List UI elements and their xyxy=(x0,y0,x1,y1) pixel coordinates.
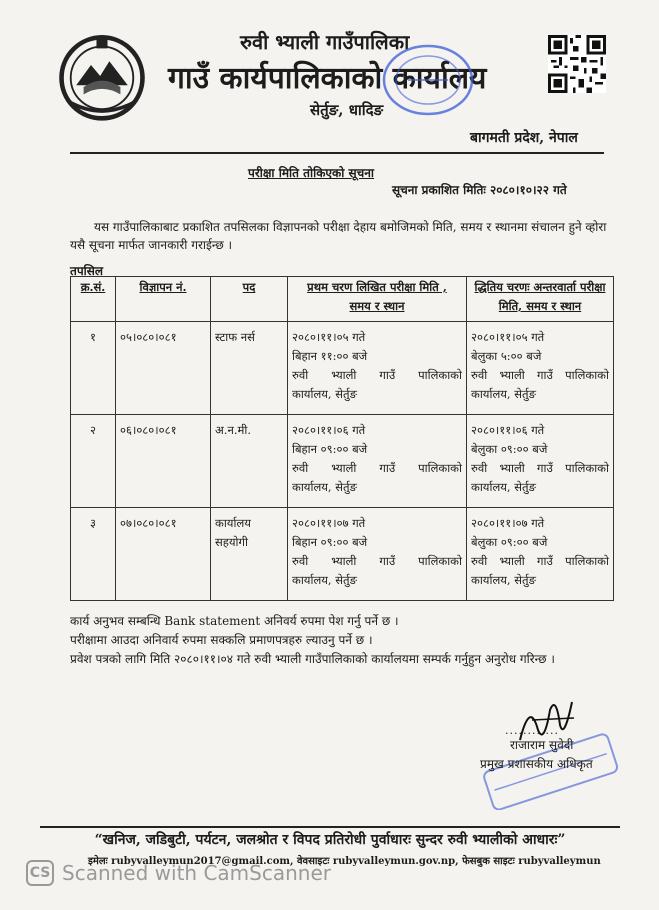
signatory-title: प्रमुख प्रशासकीय अधिकृत xyxy=(480,757,593,771)
cell-second-stage: २०८०।११।०७ गते बेलुका ०९:०० बजे रुवी भ्याली गाउँ पालिकाको कार्यालय, सेर्तुङ xyxy=(467,508,614,601)
notice-title: परीक्षा मिति तोकिएको सूचना xyxy=(248,166,375,180)
header-divider xyxy=(70,152,604,154)
office-address: सेर्तुङ, धादिङ xyxy=(310,101,384,119)
notice-body: यस गाउँपालिकाबाट प्रकाशित तपसिलका विज्ञापनको परीक्षा देहाय बमोजिमको मिति, समय र स्थानमा संचालन हुने व्होरा यसै सूचना मार्फत जानकारी गराईन्छ । xyxy=(70,220,607,252)
cell-post: कार्यालय सहयोगी xyxy=(211,508,288,601)
cell-sn: ३ xyxy=(71,508,116,601)
table-row xyxy=(71,415,614,508)
municipality-name: रुवी भ्याली गाउँपालिका xyxy=(240,30,410,54)
cell-post: अ.न.मी. xyxy=(211,415,288,508)
notes-list xyxy=(70,612,630,669)
table-row xyxy=(71,322,614,415)
header-advertisement: विज्ञापन नं. xyxy=(116,277,211,322)
header-sn: क्र.सं. xyxy=(71,277,116,322)
footer-slogan: “खनिज, जडिबुटी, पर्यटन, जलश्रोत र विपद प्रतिरोधी पुर्वाधारः सुन्दर रुवी भ्यालीको आधारः” xyxy=(94,832,566,848)
cell-advertisement: ०५।०८०।०८१ xyxy=(116,322,211,415)
signature-line: ............ xyxy=(505,724,559,737)
cell-sn: २ xyxy=(71,415,116,508)
office-stamp-icon xyxy=(378,40,478,120)
nepal-emblem-icon xyxy=(56,30,148,122)
table-header-row xyxy=(71,277,614,322)
header-second-stage: द्धितिय चरणः अन्तरवार्ता परीक्षा मिति, समय र स्थान xyxy=(467,277,614,322)
footer-contacts: इमेलः rubyvalleymun2017@gmail.com, वेवसाइटः rubyvalleymun.gov.np, फेसबुक साइटः rubyvalleymun xyxy=(88,856,601,867)
header-post: पद xyxy=(211,277,288,322)
province-name: बागमती प्रदेश, नेपाल xyxy=(470,130,578,146)
note-item: प्रवेश पत्रको लागि मिति २०८०।११।०४ गते रुवी भ्याली गाउँपालिकाको कार्यालयमा सम्पर्क गर्नुहुन अनुरोध गरिन्छ । xyxy=(70,652,555,666)
note-item: परीक्षामा आउदा अनिवार्य रुपमा सक्कलि प्रमाणपत्रहरु ल्याउनु पर्ने छ । xyxy=(70,633,373,647)
watermark-text: Scanned with CamScanner xyxy=(62,861,331,885)
cell-first-stage: २०८०।११।०५ गते बिहान ११:०० बजे रुवी भ्याली गाउँ पालिकाको कार्यालय, सेर्तुङ xyxy=(288,322,467,415)
camscanner-watermark xyxy=(26,858,331,888)
cell-sn: १ xyxy=(71,322,116,415)
signatory-name: राजाराम सुवेदी xyxy=(510,738,574,752)
cell-second-stage: २०८०।११।०५ गते बेलुका ५:०० बजे रुवी भ्याली गाउँ पालिकाको कार्यालय, सेर्तुङ xyxy=(467,322,614,415)
camscanner-logo-icon: CS xyxy=(26,860,54,886)
table-row xyxy=(71,508,614,601)
cell-post: स्टाफ नर्स xyxy=(211,322,288,415)
cell-first-stage: २०८०।११।०७ गते बिहान ०९:०० बजे रुवी भ्याली गाउँ पालिकाको कार्यालय, सेर्तुङ xyxy=(288,508,467,601)
cell-advertisement: ०७।०८०।०८१ xyxy=(116,508,211,601)
cell-first-stage: २०८०।११।०६ गते बिहान ०९:०० बजे रुवी भ्याली गाउँ पालिकाको कार्यालय, सेर्तुङ xyxy=(288,415,467,508)
schedule-label: तपसिल xyxy=(70,264,104,278)
exam-schedule-table xyxy=(70,276,614,601)
qr-code-icon[interactable] xyxy=(548,35,606,93)
cell-second-stage: २०८०।११।०६ गते बेलुका ०९:०० बजे रुवी भ्याली गाउँ पालिकाको कार्यालय, सेर्तुङ xyxy=(467,415,614,508)
office-name: गाउँ कार्यपालिकाको कार्यालय xyxy=(168,61,487,96)
cell-advertisement: ०६।०८०।०८१ xyxy=(116,415,211,508)
footer-divider xyxy=(40,826,620,828)
note-item: कार्य अनुभव सम्बन्धि Bank statement अनिवर्य रुपमा पेश गर्नु पर्ने छ । xyxy=(70,614,399,628)
header-first-stage: प्रथम चरण लिखित परीक्षा मिति , समय र स्थान xyxy=(288,277,467,322)
published-date: सूचना प्रकाशित मितिः २०८०।१०।२२ गते xyxy=(392,183,567,197)
